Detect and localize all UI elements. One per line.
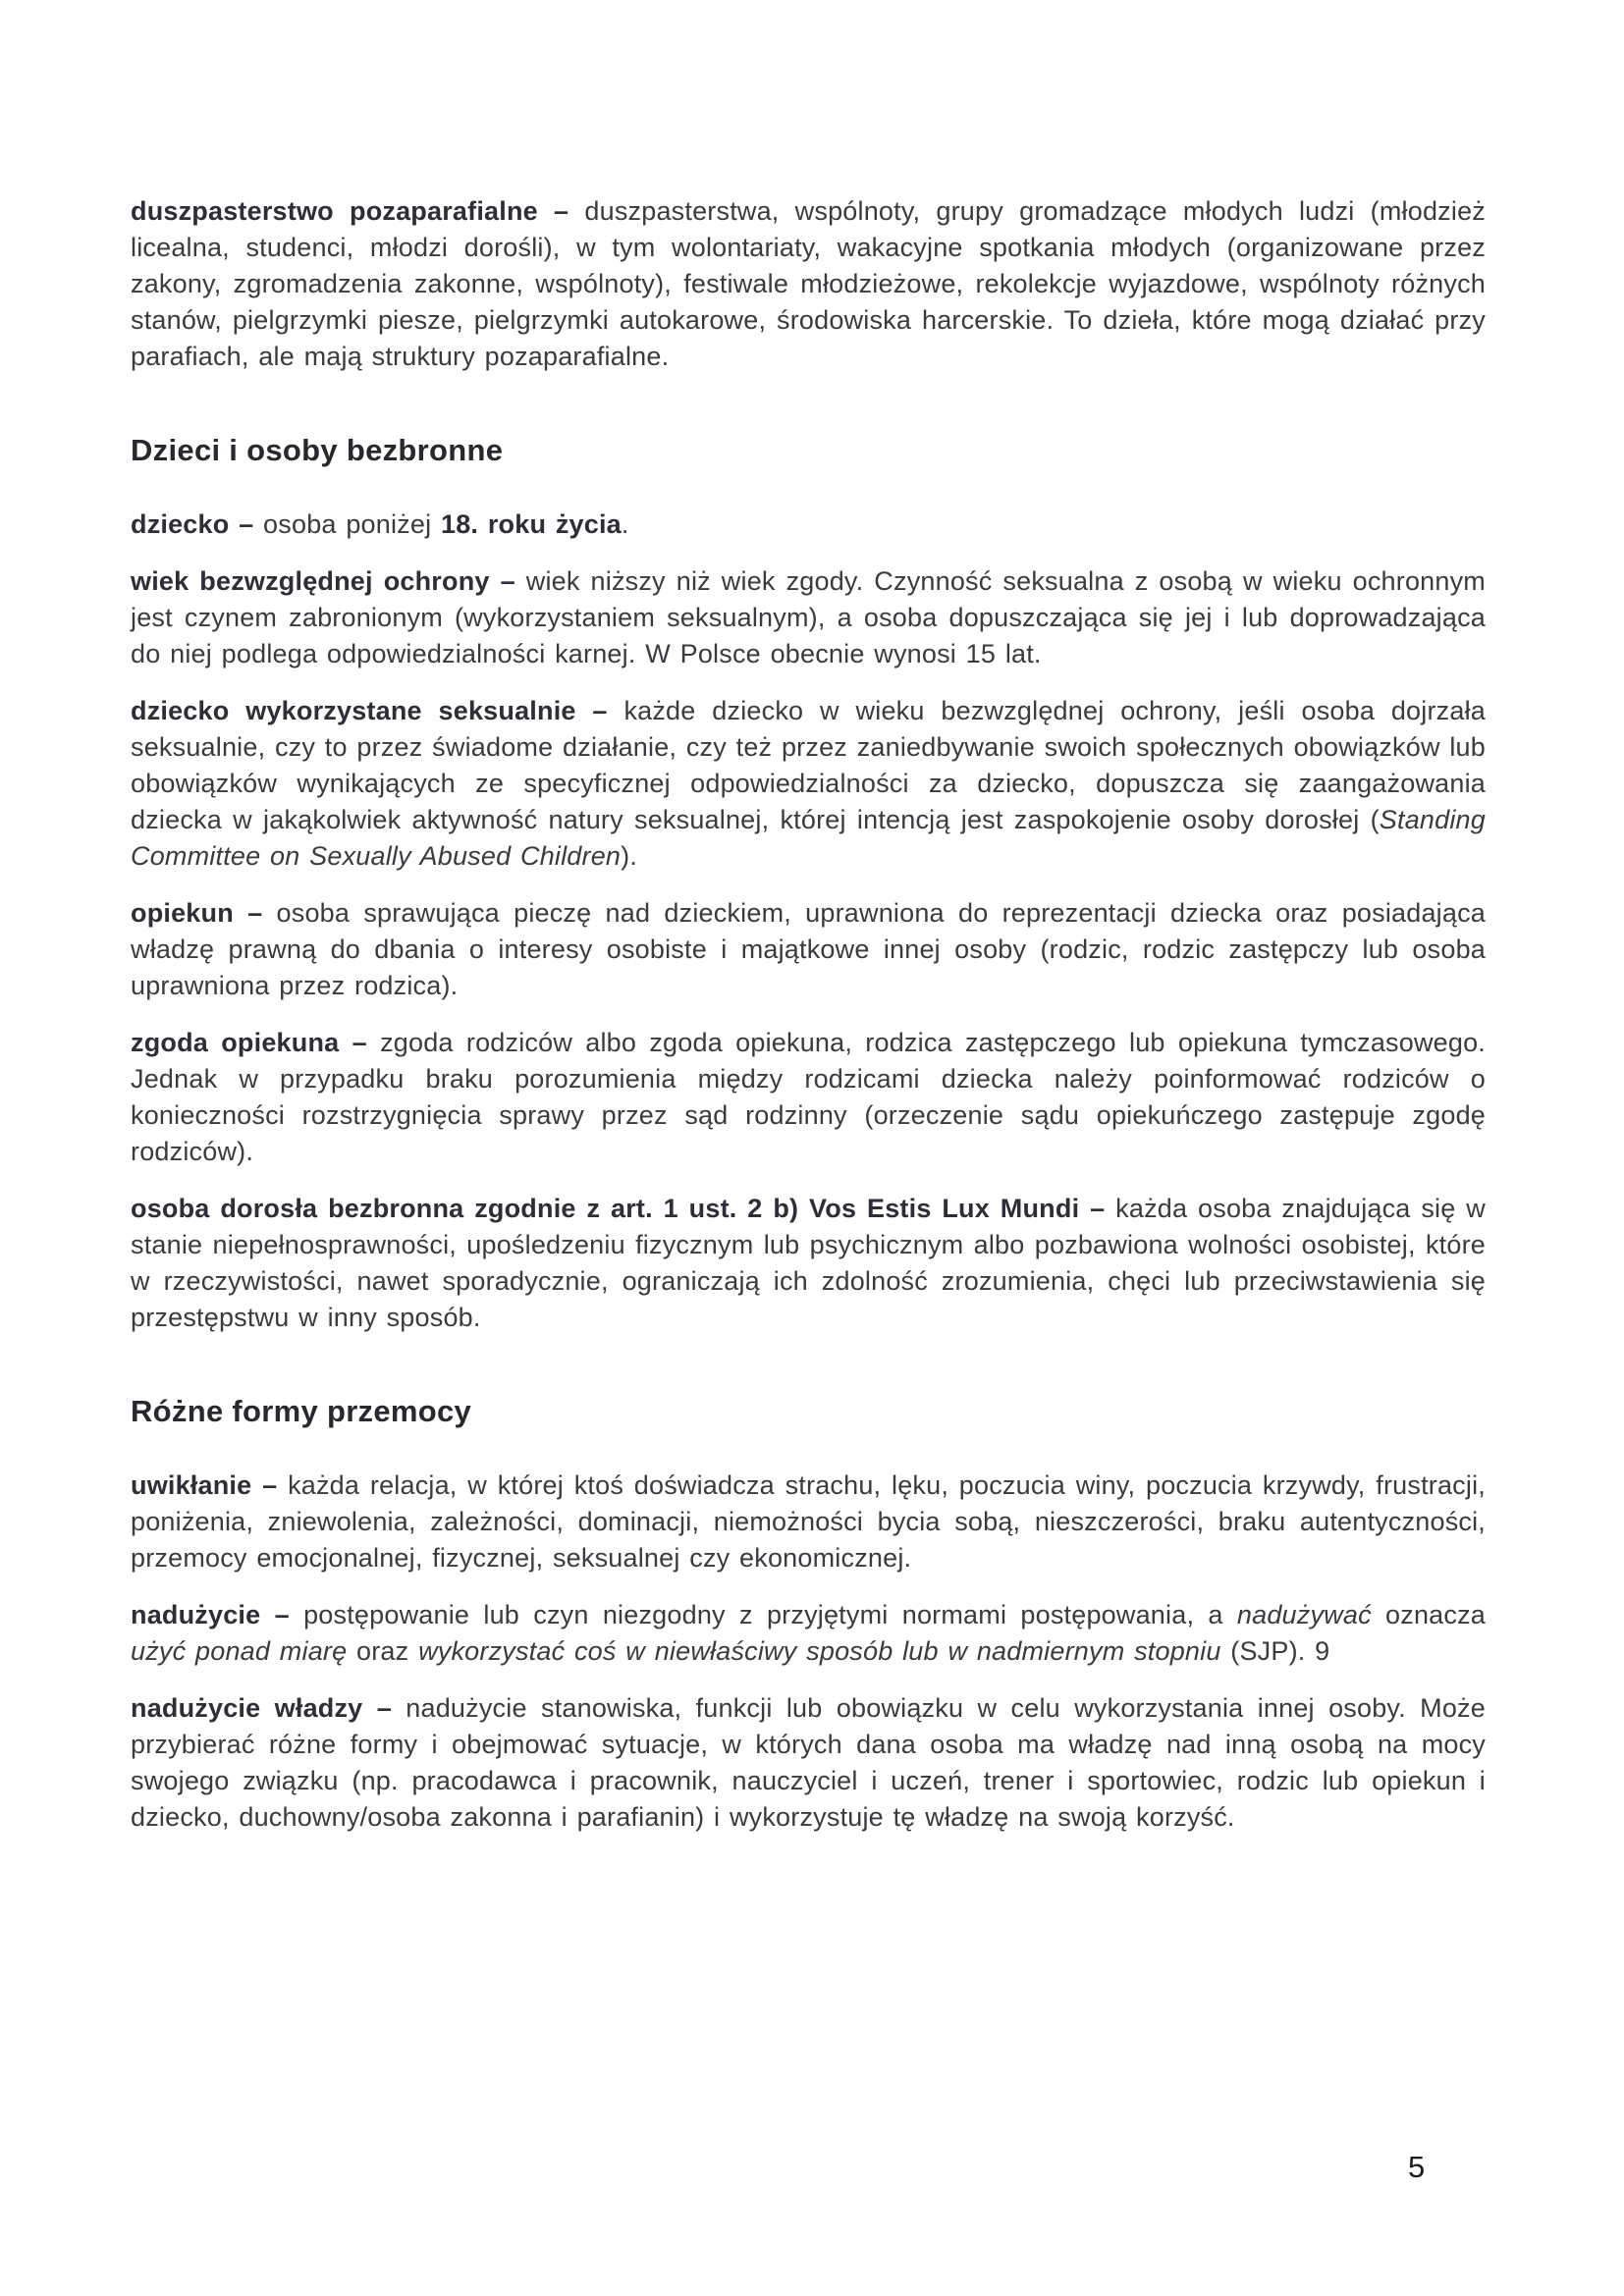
definition-paragraph [131,1025,1486,1170]
section-heading: Dzieci i osoby bezbronne [131,433,504,467]
definition-paragraph [131,1690,1486,1836]
definition-paragraph [131,1191,1486,1336]
definition-term: dziecko – [131,509,254,539]
definition-text: oznacza [1371,1600,1487,1629]
definition-text: wiek niższy niż wiek zgody. Czynność seksualna z osobą w wieku ochronnym jest czynem zabronionym (wykorzystaniem seksualnym), a osoba dopuszczająca się jej i lub doprowadzająca do niej podlega odpowiedzialności karnej. W Polsce obecnie wynosi 15 lat. [131,566,1486,668]
page-number: 5 [1408,2150,1426,2184]
definition-paragraph [131,563,1486,672]
definition-text: oraz [347,1636,419,1666]
definition-term: osoba dorosła bezbronna zgodnie z art. 1 ust. 2 b) Vos Estis Lux Mundi – [131,1194,1106,1223]
definition-term: nadużycie – [131,1600,290,1629]
definition-term: nadużycie władzy – [131,1693,392,1723]
definition-text: (SJP). 9 [1220,1636,1330,1666]
definition-text: postępowanie lub czyn niezgodny z przyjętymi normami postępowania, a [289,1600,1237,1629]
definition-text: duszpasterstwa, wspólnoty, grupy gromadzące młodych ludzi (młodzież licealna, studenci, młodzi dorośli), w tym wolontariaty, wakacyjne spotkania młodych (organizowane przez zakony, zgromadzenia zakonne, wspólnoty), festiwale młodzieżowe, rekolekcje wyjazdowe, wspólnoty różnych stanów, pielgrzymki piesze, pielgrzymki autokarowe, środowiska harcerskie. To dzieła, które mogą działać przy parafiach, ale mają struktury pozaparafialne. [131,196,1486,371]
definition-paragraph [131,1597,1486,1670]
definition-text: każde dziecko w wieku bezwzględnej ochrony, jeśli osoba dojrzała seksualnie, czy to przez świadome działanie, czy też przez zaniedbywanie swoich społecznych obowiązków lub obowiązków wynikających ze specyficznej odpowiedzialności za dziecko, dopuszcza się zaangażowania dziecka w jakąkolwiek aktywność natury seksualnej, której intencją jest zaspokojenie osoby dorosłej ( [131,696,1486,834]
definition-term: 18. roku życia [441,509,622,539]
definition-paragraph [131,193,1486,375]
section-heading: Różne formy przemocy [131,1394,472,1428]
definition-text: nadużywać [1236,1600,1372,1629]
definition-paragraph [131,1468,1486,1576]
definition-paragraph [131,507,1486,543]
definition-paragraph [131,693,1486,875]
definition-term: uwikłanie – [131,1470,278,1500]
definition-term: zgoda opiekuna – [131,1028,367,1057]
definition-term: dziecko wykorzystane seksualnie – [131,696,608,725]
definition-text: . [621,509,629,539]
definition-text: Standing Committee on Sexually Abused Children [131,805,1486,871]
definition-term: duszpasterstwo pozaparafialne – [131,196,569,226]
definition-text: wykorzystać coś w niewłaściwy sposób lub w nadmiernym stopniu [418,1636,1221,1666]
definition-text: osoba poniżej [253,509,441,539]
definition-text: osoba sprawująca pieczę nad dzieckiem, uprawniona do reprezentacji dziecka oraz posiadająca władzę prawną do dbania o interesy osobiste i majątkowe innej osoby (rodzic, rodzic zastępczy lub osoba uprawniona przez rodzica). [131,898,1487,1000]
definition-term: wiek bezwzględnej ochrony – [131,566,515,596]
definition-text: ). [621,841,638,871]
definition-term: opiekun – [131,898,263,928]
definition-text: każda osoba znajdująca się w stanie niepełnosprawności, upośledzeniu fizycznym lub psychicznym albo pozbawiona wolności osobistej, które w rzeczywistości, nawet sporadycznie, ograniczają ich zdolność zrozumienia, chęci lub przeciwstawienia się przestępstwu w inny sposób. [131,1194,1487,1332]
document-body [131,193,1486,1836]
definition-text: użyć ponad miarę [131,1636,348,1666]
definition-text: każda relacja, w której ktoś doświadcza strachu, lęku, poczucia winy, poczucia krzywdy, frustracji, poniżenia, zniewolenia, zależności, dominacji, niemożności bycia sobą, nieszczerości, braku autentyczności, przemocy emocjonalnej, fizycznej, seksualnej czy ekonomicznej. [131,1470,1486,1573]
definition-text: zgoda rodziców albo zgoda opiekuna, rodzica zastępczego lub opiekuna tymczasowego. Jednak w przypadku braku porozumienia między rodzicami dziecka należy poinformować rodziców o konieczności rozstrzygnięcia sprawy przez sąd rodzinny (orzeczenie sądu opiekuńczego zastępuje zgodę rodziców). [131,1028,1487,1166]
definition-text: nadużycie stanowiska, funkcji lub obowiązku w celu wykorzystania innej osoby. Może przybierać różne formy i obejmować sytuacje, w których dana osoba ma władzę nad inną osobą na mocy swojego związku (np. pracodawca i pracownik, nauczyciel i uczeń, trener i sportowiec, rodzic lub opiekun i dziecko, duchowny/osoba zakonna i parafianin) i wykorzystuje tę władzę na swoją korzyść. [131,1693,1486,1832]
definition-paragraph [131,895,1486,1004]
